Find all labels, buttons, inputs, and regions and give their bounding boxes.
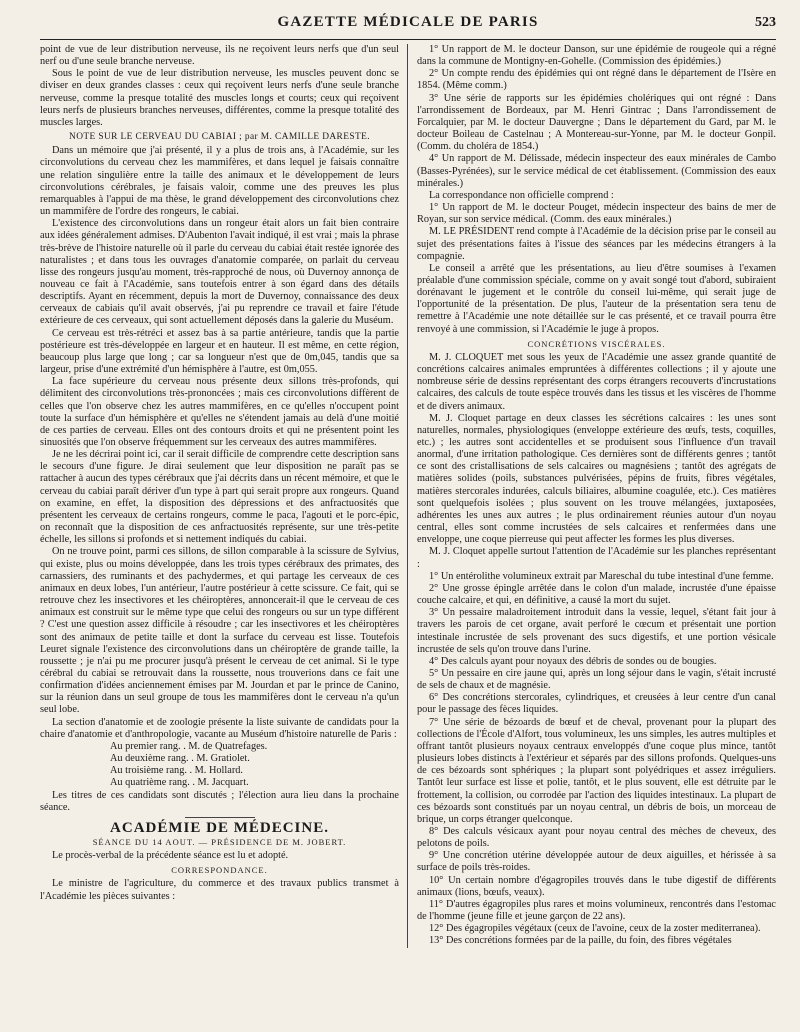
list-item: 4° Des calculs ayant pour noyaux des débris de sondes ou de bougies. bbox=[429, 655, 717, 667]
paragraph: Je ne les décrirai point ici, car il serait difficile de comprendre cette description sans le secours d'une figure. Je dirai seulement que leur disposition ne paraît pas se rattacher à aucun des types cérébraux que j'ai décrits dans un récent mémoire, et que le cerveau du cabiai paraît dériver d'un type à part qui serait propre aux rongeurs. Quand on examine, en effet, la disposition des dépressions et des anfractuosités que présentent les cerveaux de certains rongeurs, comme le paca, l'agouti et le porc-épic, on reconnaît que la disposition de ces anfractuosités représente, sur une très-petite échelle, les sillons si profonds et si nettement indiqués du cabiai. bbox=[40, 449, 399, 546]
list-item: 8° Des calculs vésicaux ayant pour noyau central des mèches de cheveux, des pelotons de poils. bbox=[417, 826, 776, 850]
paragraph: Le ministre de l'agriculture, du commerce et des travaux publics transmet à l'Académie les pièces suivantes : bbox=[40, 878, 399, 902]
paragraph: L'existence des circonvolutions dans un rongeur était alors un fait bien contraire aux idées généralement admises. D'Aubenton l'avait indiqué, il est vrai ; mais la phrase très-brève de l'histoire naturelle où il parle du cerveau du cabiai était restée ignorée des naturalistes ; et dans tous les ouvrages d'anatomie comparée, on parlait du cerveau lisse des rongeurs jusqu'au moment, très-rapproché de nous, où Duvernoy annonça de nouveau ce fait à l'Académie, sans toutefois entrer à son égard dans des détails descriptifs. Ayant en récemment, depuis la mort de Duvernoy, connaissance des deux cerveaux de cabiais qu'il avait observés, j'ai pu reprendre ce travail et faire l'étude extérieure de ces cerveaux, qui sont actuellement déposés dans la galerie du Muséum. bbox=[40, 218, 399, 327]
paragraph: Le conseil a arrêté que les présentations, au lieu d'être soumises à l'examen préalable d'une commission spéciale, comme on y avait songé tout d'abord, subiraient dorénavant le jugement et le contrôle du conseil lui-même, qui serait juge de l'opportunité de la présentation. De plus, l'auteur de la présentation sera tenu de remettre à l'Académie une note détaillée sur le cas présenté, et ce travail pourra être renvoyé à une commission, si l'Académie le juge à propos. bbox=[417, 262, 776, 335]
columns bbox=[40, 44, 776, 948]
list-item: 9° Une concrétion utérine développée autour de deux aiguilles, et hérissée à sa surface de poils très-roides. bbox=[417, 850, 776, 874]
paragraph: M. J. Cloquet appelle surtout l'attention de l'Académie sur les planches représentant : bbox=[417, 546, 776, 570]
paragraph: La correspondance non officielle comprend : bbox=[429, 189, 614, 201]
paragraph: 1° Un rapport de M. le docteur Danson, sur une épidémie de rougeole qui a régné dans la commune de Montigny-en-Gohelle. (Commission des épidémies.) bbox=[417, 44, 776, 68]
right-column bbox=[408, 44, 776, 948]
paragraph: Ce cerveau est très-rétréci et assez bas à sa partie antérieure, tandis que la partie postérieure est très-développée en largeur et en hauteur. Il est même, en cette région, beaucoup plus large que long ; car sa longueur n'est que de 0m,045, tandis que sa largeur, prise d'une extrémité d'un hémisphère à l'autre, est 0m,055. bbox=[40, 327, 399, 376]
list-item: 13° Des concrétions formées par de la paille, du foin, des fibres végétales bbox=[429, 935, 732, 947]
concretions-heading: CONCRÉTIONS VISCÉRALES. bbox=[527, 338, 666, 349]
paragraph: La section d'anatomie et de zoologie présente la liste suivante de candidats pour la chaire d'anatomie et d'anthropologie, vacante au Muséum d'histoire naturelle de Paris : bbox=[40, 716, 399, 740]
paragraph: Sous le point de vue de leur distribution nerveuse, les muscles peuvent donc se diviser en deux grandes classes : ceux qui reçoivent leurs nerfs d'une seule branche nerveuse, comme la presque totalité des muscles longs et courts; ceux qui reçoivent leurs nerfs de plusieurs branches nerveuses, différentes, comme la presque totalité des muscles larges. bbox=[40, 68, 399, 128]
paragraph: M. LE PRÉSIDENT rend compte à l'Académie de la décision prise par le conseil au sujet des présentations faites à l'issue des séances par les médecins étrangers à la compagnie. bbox=[417, 226, 776, 262]
note-heading: NOTE SUR LE CERVEAU DU CABIAI ; par M. CAMILLE DARESTE. bbox=[69, 132, 370, 143]
candidate-rank: Au troisième rang. . M. Hollard. bbox=[110, 765, 243, 777]
paragraph: 3° Une série de rapports sur les épidémies cholériques qui ont régné : Dans l'arrondissement de Bordeaux, par M. Henri Gintrac ; Dans l'arrondissement de Forcalquier, par M. le docteur Dauvergne ; Dans le département du Gard, par M. le docteur Boileau de Castelnau ; A Montereau-sur-Yonne, par M. le docteur Gonpil. (Comm. du choléra de 1854.) bbox=[417, 92, 776, 153]
list-item: 5° Un pessaire en cire jaune qui, après un long séjour dans le vagin, s'était incrusté de sels de chaux et de magnésie. bbox=[417, 667, 776, 692]
page-header bbox=[40, 14, 776, 40]
journal-title: GAZETTE MÉDICALE DE PARIS bbox=[277, 14, 539, 30]
session-heading: SÉANCE DU 14 AOUT. — PRÉSIDENCE DE M. JOBERT. bbox=[92, 837, 347, 847]
paragraph: 1° Un rapport de M. le docteur Pouget, médecin inspecteur des bains de mer de Royan, sur son service médical. (Comm. des eaux minérales.) bbox=[417, 202, 776, 226]
page-number: 523 bbox=[755, 15, 776, 30]
candidate-rank: Au premier rang. . M. de Quatrefages. bbox=[110, 740, 268, 752]
paragraph: 2° Un compte rendu des épidémies qui ont régné dans le département de l'Isère en 1854. (Même comm.) bbox=[417, 68, 776, 92]
candidate-rank: Au quatrième rang. . M. Jacquart. bbox=[110, 777, 249, 789]
academy-title: ACADÉMIE DE MÉDECINE. bbox=[110, 819, 329, 836]
paragraph: Le procès-verbal de la précédente séance est lu et adopté. bbox=[52, 850, 289, 862]
list-item: 7° Une série de bézoards de bœuf et de cheval, provenant pour la plupart des collections de l'École d'Alfort, tous volumineux, les uns simples, les autres multiples et offrant tantôt plusieurs noyaux centraux enveloppés d'une coque plus mince, tantôt plusieurs lobes distincts à l'extérieur et séparés par des sillons profonds. Quelques-uns de ces bézoards sont sphériques ; la plupart sont polyédriques et assez irréguliers. Tantôt leur surface est lisse et polie, tantôt, et le plus souvent, elle est détruite par le frottement, la collision, ou corrodée par l'action des liquides intestinaux. La plupart de ces bézoards sont constitués par un noyau central, un débris de bois, un morceau de brique, un corps étranger quelconque. bbox=[417, 716, 776, 825]
paragraph: 4° Un rapport de M. Délissade, médecin inspecteur des eaux minérales de Cambo (Basses-Pyrénées), sur le service médical de cet établissement. (Commission des eaux minérales.) bbox=[417, 153, 776, 189]
list-item: 10° Un certain nombre d'égagropiles trouvés dans le tube digestif de différents animaux (lions, bœufs, veaux). bbox=[417, 874, 776, 898]
list-item: 11° D'autres égagropiles plus rares et moins volumineux, rencontrés dans l'estomac de l'homme (jeune fille et jeune garçon de 22 ans). bbox=[417, 898, 776, 923]
candidate-rank: Au deuxième rang. . M. Gratiolet. bbox=[110, 753, 250, 765]
list-item: 1° Un entérolithe volumineux extrait par Mareschal du tube intestinal d'une femme. bbox=[429, 570, 774, 582]
paragraph: Dans un mémoire que j'ai présenté, il y a plus de trois ans, à l'Académie, sur les circonvolutions du cerveau chez les mammifères, et dans lequel je faisais connaître une relation singulière entre la taille des animaux et le développement de leurs circonvolutions cérébrales, je faisais valoir, comme une des preuves les plus remarquables à l'appui de ma thèse, le grand développement des circonvolutions chez un mammifère de l'ordre des rongeurs, le cabiai. bbox=[40, 145, 399, 218]
paragraph: M. J. Cloquet partage en deux classes les sécrétions calcaires : les unes sont naturelles, normales, physiologiques (enveloppe extérieure des œufs, tests, coquilles, etc.) ; les autres sont accidentelles et se produisent sous l'influence d'un travail anormal, d'une irritation pathologique. Ces dernières sont de différents genres ; tantôt ce sont des cristallisations de sels calcaires ou magnésiens ; tantôt des agrégats de matières solides (poils, substances pulvérisées, pépins de fruits, fibres végétales, matières stercorales indurées, calculs biliaires, albumine coagulée, etc.). Ces matières sont quelquefois isolées ; plus souvent on les trouve mélangées, juxtaposées, adhérentes les unes aux autres ; le plus ordinairement réunies autour d'un noyau central, elles sont comme incrustées de sels calcaires et renfermées dans une enveloppe, une coque pierreuse qui peut affecter les formes les plus diverses. bbox=[417, 412, 776, 546]
list-item: 3° Un pessaire maladroitement introduit dans la vessie, lequel, s'étant fait jour à travers les parois de cet organe, avait perforé le cœcum et présentait une portion intestinale incrustée de sels provenant des sucs digestifs, et une portion vésicale incrustée de sels qu'on trouve dans l'urine. bbox=[417, 607, 776, 655]
list-item: 12° Des égagropiles végétaux (ceux de l'avoine, ceux de la zoster mediterranea). bbox=[429, 923, 761, 935]
paragraph: On ne trouve point, parmi ces sillons, de sillon comparable à la scissure de Sylvius, qui existe, plus ou moins développée, dans les trois types cérébraux des primates, des carnassiers, des ruminants et des pachydermes, et qui partage les cerveaux de ces animaux en deux lobes, l'un antérieur, l'autre postérieur à cette scissure. Ce fait, qui se retrouve chez les insectivores et les chéiroptères, annoncerait-il que le cerveau de ces animaux est construit sur le même type que celui des rongeurs ou sur un type différent ? C'est une question assez difficile à résoudre ; car les insectivores et les chéiroptères sont des animaux de petite taille et dont la surface du cerveau est lisse. Toutefois Leuret signale l'existence des circonvolutions dans un chéiroptère de grande taille, la roussette ; je n'ai pu me procurer jusqu'à présent le cerveau de cet animal. Si le type cérébral du cabiai se retrouvait dans la roussette, nous trouverions dans ce fait une confirmation d'idées anciennement émises par M. Jourdan et par le prince de Canino, sur la réunion dans un seul groupe de tous les mammifères dont le cerveau n'a qu'un seul lobe. bbox=[40, 546, 399, 716]
paragraph: La face supérieure du cerveau nous présente deux sillons très-profonds, qui délimitent des circonvolutions très-prononcées ; mais ces circonvolutions diffèrent de celles que l'on observe chez les autres mammifères, en ce qu'elles n'occupent point toute la surface d'un hémisphère et qu'elles ne s'étendent jamais au delà d'une moitié de ces parties de cerveau. Elles ont des contours droits et qui ne présentent point les sinuosités que l'on observe fréquemment sur les cerveaux des autres mammifères. bbox=[40, 376, 399, 448]
paragraph: M. J. CLOQUET met sous les yeux de l'Académie une assez grande quantité de concrétions calcaires animales empruntées à différentes collections ; il y ajoute une nombreuse série de dessins représentant des corps étrangers recouverts d'incrustations calcaires, des calculs de toute espèce trouvés dans les tissus et les viscères de l'homme et de divers animaux. bbox=[417, 351, 776, 412]
paragraph: point de vue de leur distribution nerveuse, ils ne reçoivent leurs nerfs que d'un seul nerf ou d'une seule branche nerveuse. bbox=[40, 44, 399, 68]
left-column bbox=[40, 44, 408, 948]
divider bbox=[185, 817, 255, 818]
paragraph: Les titres de ces candidats sont discutés ; l'élection aura lieu dans la prochaine séance. bbox=[40, 789, 399, 813]
correspondance-heading: CORRESPONDANCE. bbox=[171, 865, 268, 876]
list-item: 6° Des concrétions stercorales, cylindriques, et creusées à leur centre d'un canal pour le passage des fèces liquides. bbox=[417, 692, 776, 716]
list-item: 2° Une grosse épingle arrêtée dans le colon d'un malade, incrustée d'une épaisse couche calcaire, et qui, en définitive, a causé la mort du sujet. bbox=[417, 582, 776, 607]
